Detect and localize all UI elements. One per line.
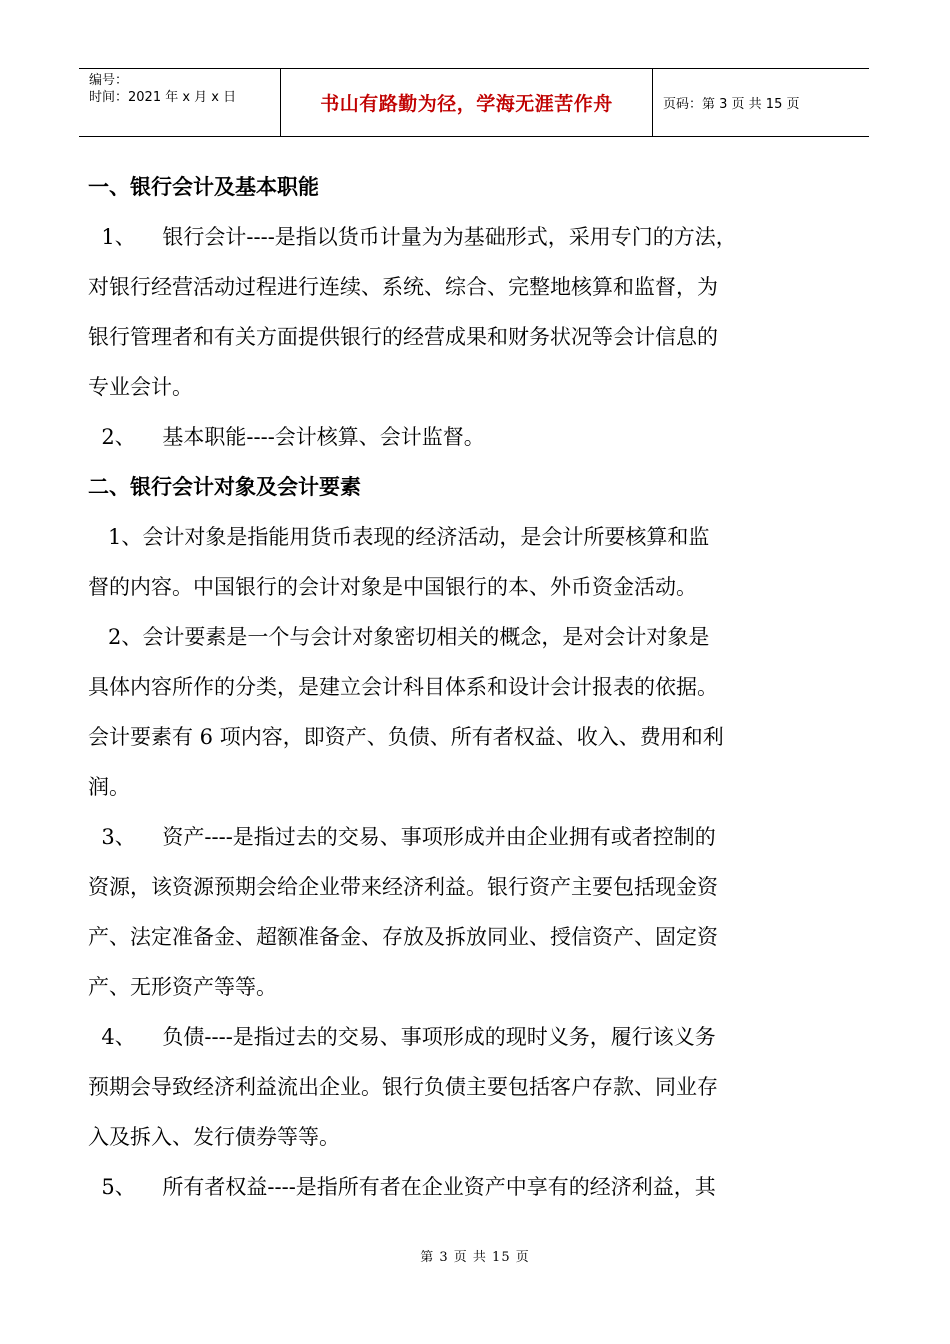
- text-line: 产、法定准备金、超额准备金、存放及拆放同业、授信资产、固定资: [88, 925, 718, 949]
- motto-text: 书山有路勤为径，学海无涯苦作舟: [320, 93, 613, 115]
- text-line: 对银行经营活动过程进行连续、系统、综合、完整地核算和监督，为: [88, 275, 718, 299]
- text-line: 资源，该资源预期会给企业带来经济利益。银行资产主要包括现金资: [88, 875, 718, 899]
- text-line: 入及拆入、发行债券等等。: [88, 1125, 340, 1149]
- text-line: 5、 所有者权益----是指所有者在企业资产中享有的经济利益，其: [88, 1175, 716, 1199]
- page-header: [79, 68, 869, 137]
- text-line: 4、 负债----是指过去的交易、事项形成的现时义务，履行该义务: [88, 1025, 716, 1049]
- text-line: 产、无形资产等等。: [88, 975, 277, 999]
- paragraph-owners-equity: [88, 1162, 862, 1212]
- text-line: 1、 银行会计----是指以货币计量为为基础形式，采用专门的方法，: [88, 225, 737, 249]
- text-line: 3、 资产----是指过去的交易、事项形成并由企业拥有或者控制的: [88, 825, 716, 849]
- page-info: 页码：第 3 页 共 15 页: [663, 97, 800, 112]
- text-line: 督的内容。中国银行的会计对象是中国银行的本、外币资金活动。: [88, 575, 697, 599]
- text-line: 专业会计。: [88, 375, 193, 399]
- paragraph-accounting-elements: [88, 612, 862, 812]
- code-label: 编号：: [89, 73, 129, 88]
- paragraph-liabilities: [88, 1012, 862, 1162]
- document-body: [88, 162, 862, 1212]
- text-line: 具体内容所作的分类，是建立会计科目体系和设计会计报表的依据。: [88, 675, 718, 699]
- paragraph-basic-functions: [88, 412, 862, 462]
- text-line: 会计要素有 6 项内容，即资产、负债、所有者权益、收入、费用和利: [88, 725, 724, 749]
- section-1-title: 一、银行会计及基本职能: [88, 174, 319, 199]
- paragraph-bank-accounting: [88, 212, 862, 412]
- text-line: 1、会计对象是指能用货币表现的经济活动，是会计所要核算和监: [88, 525, 710, 549]
- header-meta: [79, 69, 281, 136]
- paragraph-accounting-object: [88, 512, 862, 612]
- text-line: 银行管理者和有关方面提供银行的经营成果和财务状况等会计信息的: [88, 325, 718, 349]
- header-page-cell: [653, 69, 869, 136]
- header-motto-cell: [281, 69, 653, 136]
- section-2-title: 二、银行会计对象及会计要素: [88, 474, 361, 499]
- time-label: 时间：2021 年 x 月 x 日: [89, 90, 237, 105]
- text-line: 预期会导致经济利益流出企业。银行负债主要包括客户存款、同业存: [88, 1075, 718, 1099]
- paragraph-assets: [88, 812, 862, 1012]
- text-line: 润。: [88, 775, 130, 799]
- text-line: 2、会计要素是一个与会计对象密切相关的概念，是对会计对象是: [88, 625, 710, 649]
- text-line: 2、 基本职能----会计核算、会计监督。: [88, 425, 485, 449]
- page-footer: 第 3 页 共 15 页: [420, 1250, 530, 1265]
